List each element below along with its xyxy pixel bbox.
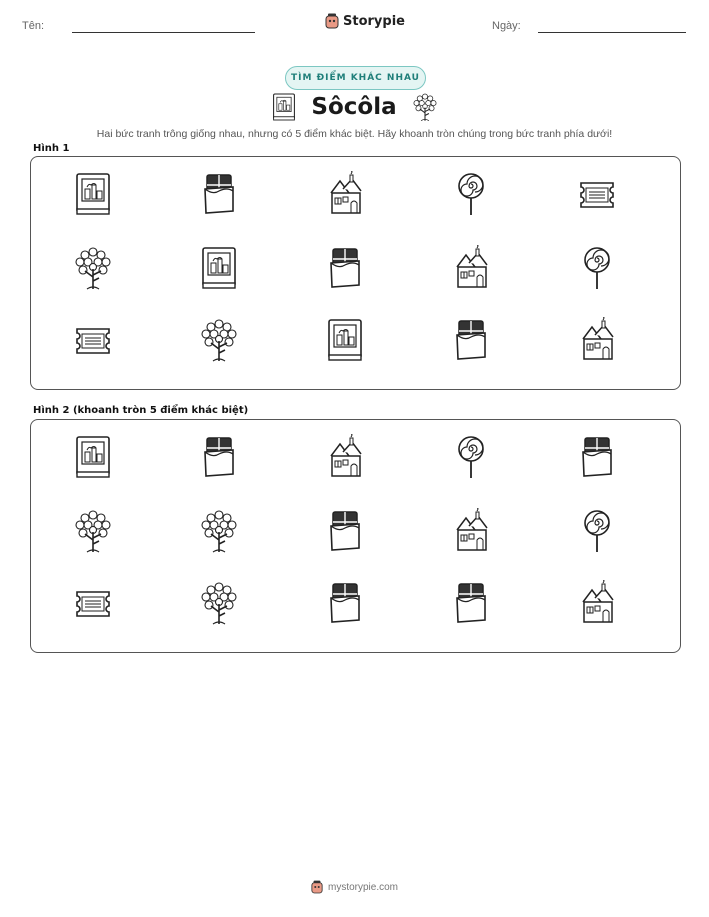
lollipop-icon[interactable] bbox=[575, 508, 619, 554]
house-icon[interactable] bbox=[323, 434, 367, 480]
chocolate-bar-icon[interactable] bbox=[449, 317, 493, 363]
storypie-mascot-icon bbox=[311, 880, 323, 894]
house-icon[interactable] bbox=[449, 245, 493, 291]
chocolate-bar-icon[interactable] bbox=[323, 245, 367, 291]
house-icon[interactable] bbox=[575, 317, 619, 363]
lollipop-icon[interactable] bbox=[575, 245, 619, 291]
brand-name: Storypie bbox=[343, 13, 405, 29]
house-icon[interactable] bbox=[575, 580, 619, 626]
house-icon[interactable] bbox=[323, 171, 367, 217]
brand-logo bbox=[325, 13, 405, 29]
picture2-panel[interactable] bbox=[30, 419, 681, 653]
tree-icon[interactable] bbox=[71, 508, 115, 554]
lollipop-icon[interactable] bbox=[449, 434, 493, 480]
footer bbox=[0, 880, 709, 894]
chocolate-bar-icon[interactable] bbox=[449, 580, 493, 626]
chocolate-bar-icon[interactable] bbox=[197, 434, 241, 480]
instruction-text: Hai bức tranh trông giống nhau, nhưng có 5 điểm khác biệt. Hãy khoanh tròn chúng trong bức tranh phía dưới! bbox=[96, 128, 613, 140]
tree-icon[interactable] bbox=[197, 508, 241, 554]
picture2-label: Hình 2 (khoanh tròn 5 điểm khác biệt) bbox=[33, 405, 249, 416]
chocolate-bar-icon[interactable] bbox=[197, 171, 241, 217]
title-book-icon bbox=[271, 92, 297, 122]
book-icon[interactable] bbox=[71, 171, 115, 217]
date-label: Ngày: bbox=[492, 20, 521, 32]
title-tree-icon bbox=[411, 92, 439, 122]
picture1-panel[interactable] bbox=[30, 156, 681, 390]
name-line[interactable] bbox=[72, 32, 255, 33]
ticket-icon[interactable] bbox=[575, 171, 619, 217]
title-row bbox=[270, 90, 440, 124]
house-icon[interactable] bbox=[449, 508, 493, 554]
footer-url[interactable]: mystorypie.com bbox=[327, 881, 398, 893]
chocolate-bar-icon[interactable] bbox=[323, 508, 367, 554]
page-title: Sôcôla bbox=[311, 94, 397, 120]
picture1-label: Hình 1 bbox=[33, 143, 70, 154]
book-icon[interactable] bbox=[323, 317, 367, 363]
storypie-mascot-icon bbox=[325, 13, 339, 29]
ticket-icon[interactable] bbox=[71, 317, 115, 363]
tree-icon[interactable] bbox=[197, 580, 241, 626]
book-icon[interactable] bbox=[71, 434, 115, 480]
name-label: Tên: bbox=[22, 20, 45, 32]
ticket-icon[interactable] bbox=[71, 580, 115, 626]
tree-icon[interactable] bbox=[71, 245, 115, 291]
activity-badge: TÌM ĐIỂM KHÁC NHAU bbox=[285, 66, 426, 90]
book-icon[interactable] bbox=[197, 245, 241, 291]
date-line[interactable] bbox=[538, 32, 686, 33]
chocolate-bar-icon[interactable] bbox=[323, 580, 367, 626]
chocolate-bar-icon[interactable] bbox=[575, 434, 619, 480]
tree-icon[interactable] bbox=[197, 317, 241, 363]
lollipop-icon[interactable] bbox=[449, 171, 493, 217]
